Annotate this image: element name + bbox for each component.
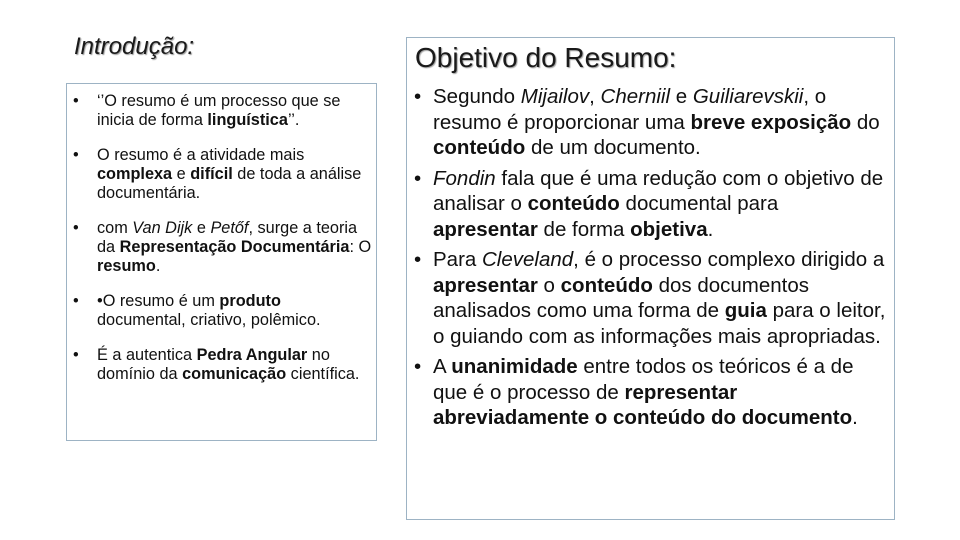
text-run: Fondin <box>433 166 496 190</box>
text-run: produto <box>219 292 281 310</box>
text-run: É a autentica <box>97 346 197 364</box>
objective-list <box>414 84 886 436</box>
text-run: apresentar <box>433 273 538 297</box>
text-run: conteúdo <box>527 192 620 215</box>
text-run: guia <box>724 299 767 322</box>
text-run: Representação Documentária <box>119 238 350 256</box>
text-run: . <box>707 217 714 241</box>
list-item <box>414 247 886 349</box>
list-item <box>414 84 886 161</box>
objective-title: Objetivo do Resumo: <box>415 42 677 73</box>
text-run: documental para <box>619 192 779 215</box>
text-run: Segundo <box>433 85 521 108</box>
text-run: ‘’O resumo é um processo que se inicia de forma <box>97 92 341 129</box>
list-item <box>73 146 373 203</box>
text-run: o <box>537 273 561 297</box>
text-run: científica. <box>286 365 360 383</box>
text-run: Cleveland <box>482 248 574 271</box>
list-item <box>73 292 373 330</box>
list-item <box>73 219 373 276</box>
text-run: comunicação <box>182 365 287 383</box>
text-run: objetiva <box>630 217 708 241</box>
text-run: e <box>670 85 693 108</box>
bullet-icon: • <box>414 166 422 190</box>
introduction-text-box <box>66 83 377 441</box>
text-run: difícil <box>190 165 233 183</box>
text-run: resumo <box>97 257 156 275</box>
text-run: e <box>192 219 211 237</box>
text-run: . <box>852 406 858 429</box>
text-run: , o resumo é proporcionar uma <box>433 85 827 134</box>
introduction-list <box>73 92 373 400</box>
text-run: complexa <box>97 165 173 183</box>
text-run: , <box>589 85 601 108</box>
text-run: ’’. <box>287 111 300 129</box>
text-run: do <box>851 110 880 134</box>
bullet-icon: • <box>414 85 422 108</box>
text-run: Cherniil <box>600 85 671 108</box>
text-run: no domínio da <box>97 346 330 383</box>
bullet-icon: • <box>73 219 79 237</box>
text-run: apresentar <box>433 217 538 241</box>
text-run: Pedra Angular <box>196 346 308 364</box>
text-run: de toda a análise documentária. <box>97 165 362 202</box>
text-run: de forma <box>537 217 631 241</box>
list-item <box>414 354 886 431</box>
text-run: entre todos os teóricos é a de que é o processo de <box>433 355 854 404</box>
text-run: . <box>155 257 161 275</box>
list-item <box>414 166 886 243</box>
text-run: •O resumo é um <box>97 292 220 310</box>
text-run: fala que é uma redução com o objetivo de analisar o <box>433 166 884 215</box>
text-run: Van Dijk <box>132 219 193 237</box>
bullet-icon: • <box>414 355 422 378</box>
text-run: com <box>97 219 133 237</box>
text-run: Para <box>433 248 482 271</box>
text-run: , surge a teoria da <box>97 219 358 256</box>
bullet-icon: • <box>73 146 79 164</box>
text-run: A <box>433 355 452 378</box>
text-run: para o leitor, o guiando com as informações mais apropriadas. <box>433 299 886 348</box>
text-run: conteúdo <box>560 273 653 297</box>
text-run: representar abreviadamente o conteúdo do documento <box>433 380 853 429</box>
bullet-icon: • <box>73 292 79 310</box>
text-run: , é o processo complexo dirigido a <box>573 248 885 271</box>
objective-text-box <box>406 37 895 520</box>
list-item <box>73 346 373 384</box>
text-run: e <box>172 165 191 183</box>
list-item <box>73 92 373 130</box>
text-run: conteúdo <box>433 136 526 159</box>
text-run: breve exposição <box>690 110 852 134</box>
bullet-icon: • <box>414 248 422 271</box>
text-run: Petőf <box>210 219 249 237</box>
introduction-title: Introdução: <box>74 33 195 60</box>
text-run: documental, criativo, polêmico. <box>97 311 321 329</box>
text-run: Guiliarevskii <box>692 85 804 108</box>
bullet-icon: • <box>73 346 79 364</box>
text-run: Mijailov <box>520 85 590 108</box>
text-run: dos documentos analisados como uma forma de <box>433 273 810 322</box>
bullet-icon: • <box>73 92 79 110</box>
text-run: de um documento. <box>525 136 701 159</box>
text-run: : O <box>349 238 372 256</box>
text-run: linguística <box>207 111 288 129</box>
text-run: O resumo é a atividade mais <box>97 146 305 164</box>
text-run: unanimidade <box>451 355 578 378</box>
